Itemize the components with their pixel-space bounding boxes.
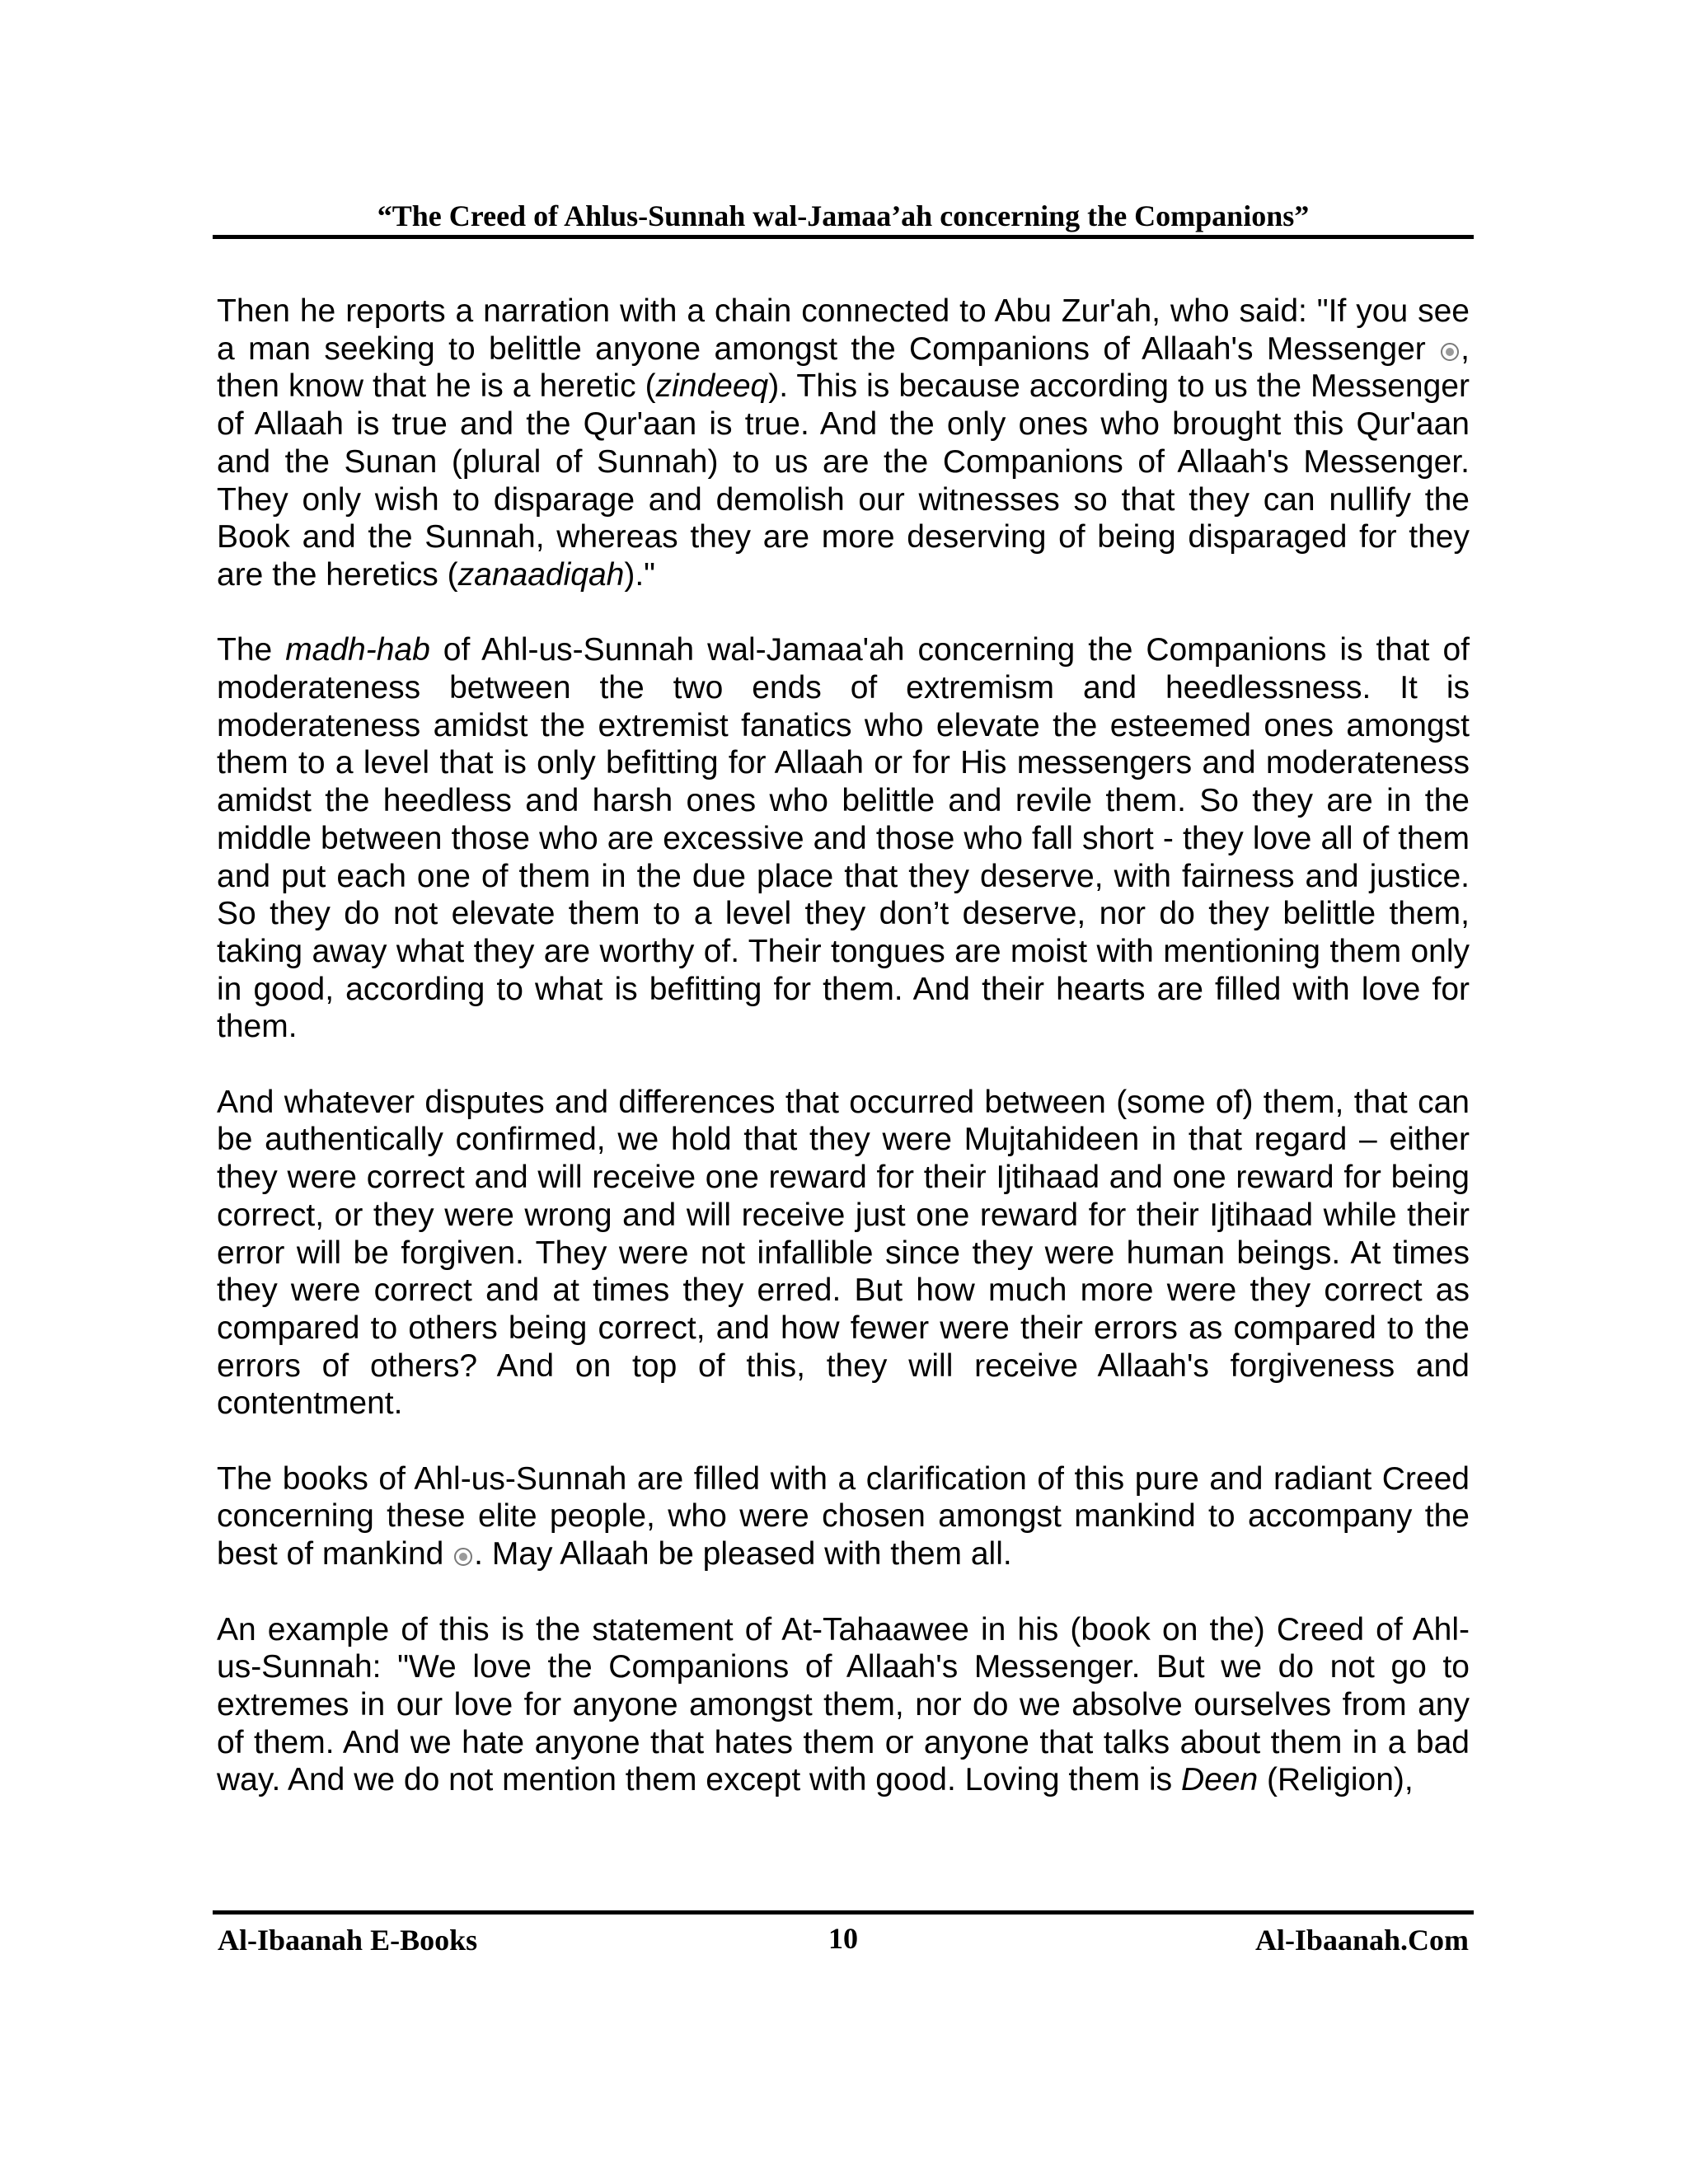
italic-term: zindeeq xyxy=(655,368,769,405)
paragraph xyxy=(217,1460,1470,1573)
body-text xyxy=(217,293,1470,1837)
text-segment: ). This is because according to us the Messenger of Allaah is true and the Qur'aan is true. And the only ones who brought this Qur'aan and the Sunan (plural of Sunnah) to us are the Companions of Allaah's Messenger. They only wish to disparage and demolish our witnesses so that they can nullify the Book and the Sunnah, whereas they are more deserving of being disparaged for they are the heretics ( xyxy=(217,368,1470,593)
italic-term: Deen xyxy=(1180,1762,1259,1798)
text-segment: of Ahl-us-Sunnah wal-Jamaa'ah concerning the Companions is that of moderateness between the two ends of extremism and heedlessness. It is moderateness amidst the extremist fanatics who elevate the esteemed ones amongst them to a level that is only befitting for Allaah or for His messengers and moderateness amidst the heedless and harsh ones who belittle and revile them. So they are in the middle between those who are excessive and those who fall short - they love all of them and put each one of them in the due place that they deserve, with fairness and justice. So they do not elevate them to a level they don’t deserve, nor do they belittle them, taking away what they are worthy of. Their tongues are moist with mentioning them only in good, according to what is befitting for them. And their hearts are filled with love for them. xyxy=(217,632,1470,1045)
text-segment: The books of Ahl-us-Sunnah are filled with a clarification of this pure and radiant Creed concerning these elite people, who were chosen amongst mankind to accompany the best of mankind xyxy=(217,1460,1470,1572)
paragraph xyxy=(217,631,1470,1046)
page-header xyxy=(213,198,1474,239)
text-segment: , then know that he is a heretic ( xyxy=(217,330,1470,405)
text-segment: )." xyxy=(624,556,655,593)
paragraph xyxy=(217,1084,1470,1422)
italic-term: zanaadiqah xyxy=(457,556,625,593)
text-segment: (Religion), xyxy=(1258,1762,1414,1798)
text-segment: An example of this is the statement of At-Tahaawee in his (book on the) Creed of Ahl-us-Sunnah: "We love the Companions of Allaah's Messenger. But we do not go to extremes in our love for anyone amongst them, nor do we absolve ourselves from any of them. And we hate anyone that hates them or anyone that talks about them in a bad way. And we do not mention them except with good. Loving them is xyxy=(217,1611,1470,1798)
paragraph xyxy=(217,293,1470,594)
paragraph xyxy=(217,1611,1470,1800)
italic-term: madh-hab xyxy=(285,632,430,668)
page-footer xyxy=(213,1910,1474,1960)
text-segment: And whatever disputes and differences that occurred between (some of) them, that can be authentically confirmed, we hold that they were Mujtahideen in that regard – either they were correct and will receive one reward for their Ijtihaad and one reward for being correct, or they were wrong and will receive just one reward for their Ijtihaad while their error will be forgiven. They were not infallible since they were human beings. At times they were correct and at times they erred. But how much more were they correct as compared to others being correct, and how fewer were their errors as compared to the errors of others? And on top of this, they will receive Allaah's forgiveness and contentment. xyxy=(217,1084,1470,1422)
header-title: “The Creed of Ahlus-Sunnah wal-Jamaa’ah concerning the Companions” xyxy=(377,199,1310,232)
footer-website: Al-Ibaanah.Com xyxy=(1254,1924,1469,1957)
page-number: 10 xyxy=(828,1922,858,1955)
text-segment: . May Allaah be pleased with them all. xyxy=(474,1536,1012,1572)
salutation-icon xyxy=(454,1548,472,1566)
footer-publisher: Al-Ibaanah E-Books xyxy=(218,1924,478,1957)
text-segment: The xyxy=(217,632,286,668)
text-segment: Then he reports a narration with a chain connected to Abu Zur'ah, who said: "If you see a man seeking to belittle anyone amongst the Companions of Allaah's Messenger xyxy=(217,293,1470,367)
salutation-icon xyxy=(1441,343,1459,361)
